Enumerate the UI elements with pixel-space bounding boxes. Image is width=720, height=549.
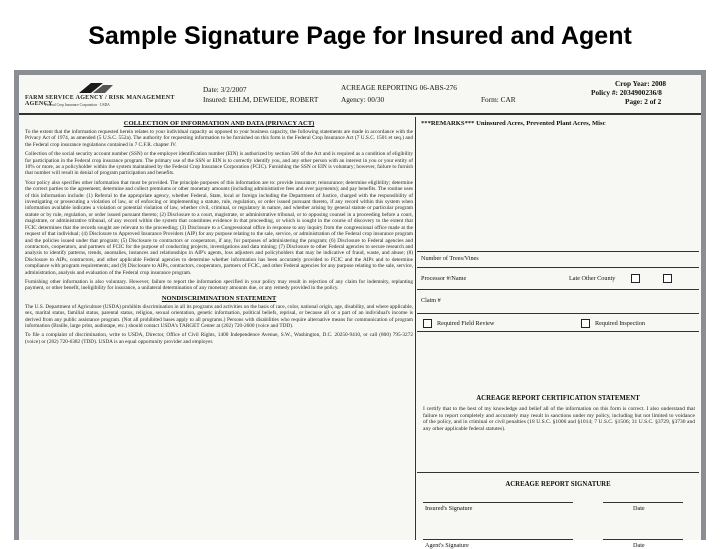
remarks-heading: ***REMARKS*** Uninsured Acres, Prevented Plant Acres, Misc [421, 120, 606, 127]
insured-signature-label: Insured's Signature [425, 505, 473, 512]
policy-number: Policy #: 2034900236/8 [591, 88, 662, 97]
required-inspection-checkbox[interactable] [581, 319, 590, 328]
required-inspection-label: Required Inspection [595, 320, 646, 327]
scanned-form-frame [14, 70, 706, 549]
agency-code: Agency: 00/30 [341, 95, 385, 104]
privacy-paragraph: Collection of the social security account number (SSN) or the employer identification number (EIN) is authorized by section 506 of the Act and is required as a condition of eligibility for participation in the Federal crop insurance program. The primary use of the SSN or EIN is to correctly identify you, and any other person with an interest in you or your entity of 10% or more, as a policyholder within the system maintained by the Federal Crop Insurance Corporation (FCIC). Furnishing the SSN or EIN is voluntary; however, failure to furnish that number will result in denial of program participation and benefits. [25, 151, 413, 177]
agency-name: FARM SERVICE AGENCY / RISK MANAGEMENT AGENCY [25, 95, 175, 107]
privacy-act-heading: COLLECTION OF INFORMATION AND DATA (PRIVACY ACT) [123, 120, 315, 127]
form-code: Form: CAR [481, 95, 516, 104]
crop-year: Crop Year: 2008 [615, 79, 667, 88]
insured-name: Insured: EHLM, DEWEIDE, ROBERT [203, 95, 319, 104]
disclosure-column [25, 117, 413, 540]
header-divider [19, 113, 701, 115]
field-divider [417, 251, 699, 252]
privacy-paragraph: Your policy also specifies other information that must be provided. The principle purposes of this information are to: provide insurance; reinsurance; determine eligibility; determine the correct parties to the agreement; determine and collect premiums or other monetary amounts (including administrative fees and over payments); and pay benefits. The routine uses of this information include: (1) Referral to the appropriate agency, whether Federal, State, local or foreign including the Department of Justice, charged with the responsibility of investigating or prosecuting a violation of law, or of enforcing or implementing a statute, rule, regulation, or order issued pursuant thereto, if any record within this system when information available indicates a violation or potential violation of law, whether civil, criminal, or regulatory in nature, and whether arising by general statute or particular program statute or by rule, regulation, or order issued pursuant thereto; (2) Disclosure to a court, magistrate, or administrative tribunal, or to opposing counsel in a proceeding before a court, magistrate, or administrative tribunal, of any record within the system that constitutes evidence in that proceeding, or which is sought in the course of discovery to the extent that FCIC determines that the records sought are relevant to the proceeding; (3) Disclosure to a Congressional office in response to any inquiry from the congressional office made at the request of that individual; (4) Disclosure to Approved Insurance Providers (AIP) for any purpose relating to the sale, service, or administration of the Federal crop insurance program and the policies issued under that program; (5) Disclosure to contractors or cooperators, if any, for purposes of administering the program; (6) Disclosure to Federal agencies and contractors, cooperators, and partners of FCIC for the purpose of conducting projects, investigations and data mining; (7) Disclosure to other Federal agencies to secure research and analysis to identify patterns, trends, anomalies, instances and relationships in AIP's agents, loss adjusters and policyholders that may be indicative of fraud, waste, and abuse; (8) Disclosure to AIPs, contractors, and other applicable Federal agencies to determine whether information has been accurately provided to FCIC and the AIPs and to determine compliance with program requirements; and (9) Disclosure to AIPs, contractors, cooperators, partners of FCIC, and other Federal agencies for any purpose relating to the sale, service, administration, analysis and evaluation of the Federal crop insurance program. [25, 179, 413, 276]
form-title: ACREAGE REPORTING 06-ABS-276 [341, 83, 457, 92]
slide-title: Sample Signature Page for Insured and Agent [88, 22, 632, 50]
certification-text: I certify that to the best of my knowledge and belief all of the information on this form is correct. I also understand that failure to report completely and accurately may result in sanctions under my policy, including but not limited to voidance of the policy, and in criminal or civil penalties (18 U.S.C. §1006 and §1014; 7 U.S.C. §1506; 31 U.S.C. §3729, §3730 and any other applicable federal statutes). [423, 406, 695, 432]
agent-date-line[interactable] [603, 539, 683, 540]
acreage-report-page [19, 75, 701, 549]
field-divider [417, 289, 699, 290]
column-divider [415, 117, 416, 540]
agency-logo [25, 81, 193, 121]
report-fields-column [417, 117, 699, 549]
agent-signature-label: Agent's Signature [425, 542, 469, 549]
nondiscrimination-heading: NONDISCRIMINATION STATEMENT [161, 294, 277, 302]
claim-label: Claim # [421, 297, 441, 304]
agent-signature-line[interactable] [423, 539, 573, 540]
required-field-review-label: Required Field Review [437, 320, 495, 327]
agent-date-label: Date [633, 542, 645, 549]
agency-subtitle: Federal Crop Insurance Corporation · USDA [45, 103, 110, 107]
certification-heading: ACREAGE REPORT CERTIFICATION STATEMENT [476, 395, 640, 402]
privacy-paragraph: Furnishing other information is also voluntary. However, failure to report the information specified in your policy may result in rejection of any claim for indemnity, replanting payment, or other benefit, ineligibility for insurance, a unilateral determination of any monetary amounts due, or any remedy provided in the policy. [25, 278, 413, 292]
report-date: Date: 3/2/2007 [203, 85, 247, 94]
privacy-paragraph: To the extent that the information requested herein relates to your individual capacity as opposed to your business capacity, the following statements are made in accordance with the Privacy Act of 1974, as amended (5 U.S.C. 552a). The authority for requesting information to be furnished on this form is the Federal Crop Insurance Act (7 U.S.C. 1501 et seq.) and the Federal crop insurance regulations contained in 7 C.F.R. chapter IV. [25, 129, 413, 148]
nondiscrimination-paragraph: To file a complaint of discrimination, write to USDA, Director, Office of Civil Rights, 1400 Independence Avenue, S.W., Washington, D.C. 20250-9410, or call (800) 795-3272 (voice) or (202) 720-6382 (TDD). USDA is an equal opportunity provider and employer. [25, 332, 413, 345]
late-other-county-label: Late Other County [569, 275, 616, 282]
late-other-county-checkbox[interactable] [631, 274, 640, 283]
trees-vines-label: Number of Trees/Vines [421, 255, 479, 262]
field-divider [417, 472, 699, 473]
field-divider [417, 331, 699, 332]
rma-emblem-icon [77, 81, 117, 95]
field-divider [417, 267, 699, 268]
insured-date-label: Date [633, 505, 645, 512]
nondiscrimination-paragraph: The U.S. Department of Agriculture (USDA) prohibits discrimination in all its programs and activities on the basis of race, color, national origin, age, disability, and where applicable, sex, marital status, familial status, parental status, religion, sexual orientation, genetic information, political beliefs, reprisal, or because all or a part of an individual's income is derived from any public assistance program. (Not all prohibited bases apply to all programs.) Persons with disabilities who require alternative means for communication of program information (Braille, large print, audiotape, etc.) should contact USDA's TARGET Center at (202) 720-2600 (voice and TDD). [25, 303, 413, 329]
late-other-county-checkbox-alt[interactable] [663, 274, 672, 283]
processor-label: Processor #/Name [421, 275, 467, 282]
insured-signature-line[interactable] [423, 502, 573, 503]
field-divider [417, 313, 699, 314]
signature-heading: ACREAGE REPORT SIGNATURE [505, 481, 611, 488]
required-field-review-checkbox[interactable] [423, 319, 432, 328]
page-number: Page: 2 of 2 [625, 97, 662, 106]
insured-date-line[interactable] [603, 502, 683, 503]
